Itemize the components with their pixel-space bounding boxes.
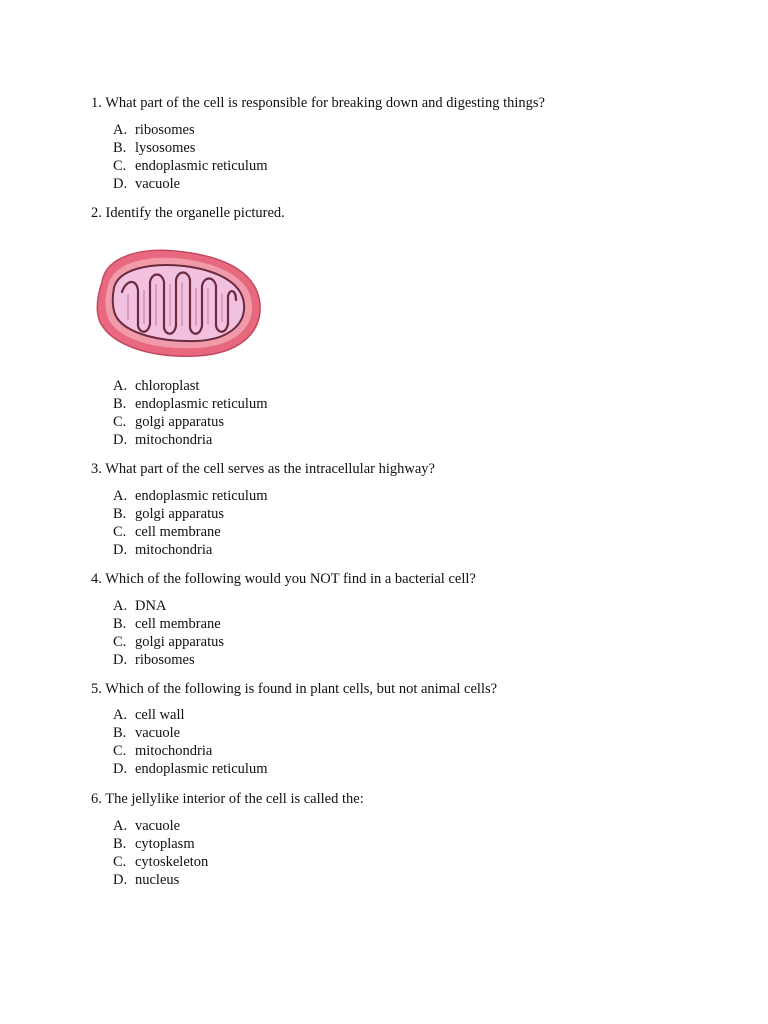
option-letter: B. — [113, 725, 127, 741]
question-3-option-d — [113, 541, 267, 559]
option-text: vacuole — [135, 818, 181, 834]
option-letter: C. — [113, 524, 127, 540]
option-letter: B. — [113, 616, 127, 632]
option-letter: B. — [113, 140, 127, 156]
option-text: ribosomes — [135, 652, 195, 668]
option-letter: B. — [113, 396, 127, 412]
question-3-options — [113, 487, 267, 559]
question-1-text: 1. What part of the cell is responsible for breaking down and digesting things? — [91, 95, 545, 111]
question-6-option-c — [113, 853, 208, 871]
option-text: golgi apparatus — [135, 414, 224, 430]
option-letter: A. — [113, 378, 128, 394]
question-4-text: 4. Which of the following would you NOT find in a bacterial cell? — [91, 571, 476, 587]
option-text: cell membrane — [135, 616, 221, 632]
option-text: DNA — [135, 598, 167, 614]
question-3-text: 3. What part of the cell serves as the intracellular highway? — [91, 461, 435, 477]
option-letter: A. — [113, 122, 128, 138]
option-text: chloroplast — [135, 378, 200, 394]
option-letter: A. — [113, 818, 128, 834]
question-5-option-d — [113, 760, 267, 778]
question-3-option-a — [113, 487, 267, 505]
option-text: vacuole — [135, 176, 181, 192]
option-text: mitochondria — [135, 432, 213, 448]
option-text: nucleus — [135, 872, 180, 888]
question-1-option-d — [113, 175, 267, 193]
option-text: mitochondria — [135, 743, 213, 759]
question-5-options — [113, 706, 267, 778]
question-2-option-b — [113, 395, 267, 413]
option-text: golgi apparatus — [135, 634, 224, 650]
option-text: mitochondria — [135, 542, 213, 558]
option-text: lysosomes — [135, 140, 196, 156]
question-5-option-c — [113, 742, 267, 760]
option-letter: B. — [113, 506, 127, 522]
question-1-option-c — [113, 157, 267, 175]
option-text: cytoskeleton — [135, 854, 209, 870]
question-6-option-b — [113, 835, 208, 853]
option-text: ribosomes — [135, 122, 195, 138]
option-text: endoplasmic reticulum — [135, 396, 268, 412]
mitochondrion-illustration — [92, 242, 262, 362]
question-5-option-a — [113, 706, 267, 724]
question-4-options — [113, 597, 224, 669]
option-letter: D. — [113, 542, 128, 558]
option-text: vacuole — [135, 725, 181, 741]
option-letter: D. — [113, 761, 128, 777]
option-text: cytoplasm — [135, 836, 195, 852]
option-letter: C. — [113, 854, 127, 870]
option-letter: D. — [113, 652, 128, 668]
question-4-option-c — [113, 633, 224, 651]
question-6-options — [113, 817, 208, 889]
question-4-option-d — [113, 651, 224, 669]
option-text: cell membrane — [135, 524, 221, 540]
option-text: endoplasmic reticulum — [135, 488, 268, 504]
question-5-text: 5. Which of the following is found in plant cells, but not animal cells? — [91, 681, 498, 697]
question-6-text: 6. The jellylike interior of the cell is called the: — [91, 791, 364, 807]
option-letter: C. — [113, 634, 127, 650]
question-5-option-b — [113, 724, 267, 742]
option-text: endoplasmic reticulum — [135, 761, 268, 777]
option-letter: B. — [113, 836, 127, 852]
option-letter: C. — [113, 158, 127, 174]
option-letter: D. — [113, 872, 128, 888]
option-text: endoplasmic reticulum — [135, 158, 268, 174]
option-letter: A. — [113, 707, 128, 723]
question-3-option-b — [113, 505, 267, 523]
question-4-option-b — [113, 615, 224, 633]
question-4-option-a — [113, 597, 224, 615]
question-2-options — [113, 377, 267, 449]
question-1-option-b — [113, 139, 267, 157]
option-letter: C. — [113, 743, 127, 759]
question-1-option-a — [113, 121, 267, 139]
option-letter: D. — [113, 432, 128, 448]
question-2-option-a — [113, 377, 267, 395]
question-3-option-c — [113, 523, 267, 541]
question-6-option-d — [113, 871, 208, 889]
option-text: cell wall — [135, 707, 185, 723]
question-2-option-d — [113, 431, 267, 449]
option-letter: A. — [113, 488, 128, 504]
question-6-option-a — [113, 817, 208, 835]
question-2-option-c — [113, 413, 267, 431]
option-text: golgi apparatus — [135, 506, 224, 522]
option-letter: D. — [113, 176, 128, 192]
option-letter: C. — [113, 414, 127, 430]
question-1-options — [113, 121, 267, 193]
option-letter: A. — [113, 598, 128, 614]
question-2-text: 2. Identify the organelle pictured. — [91, 205, 285, 221]
